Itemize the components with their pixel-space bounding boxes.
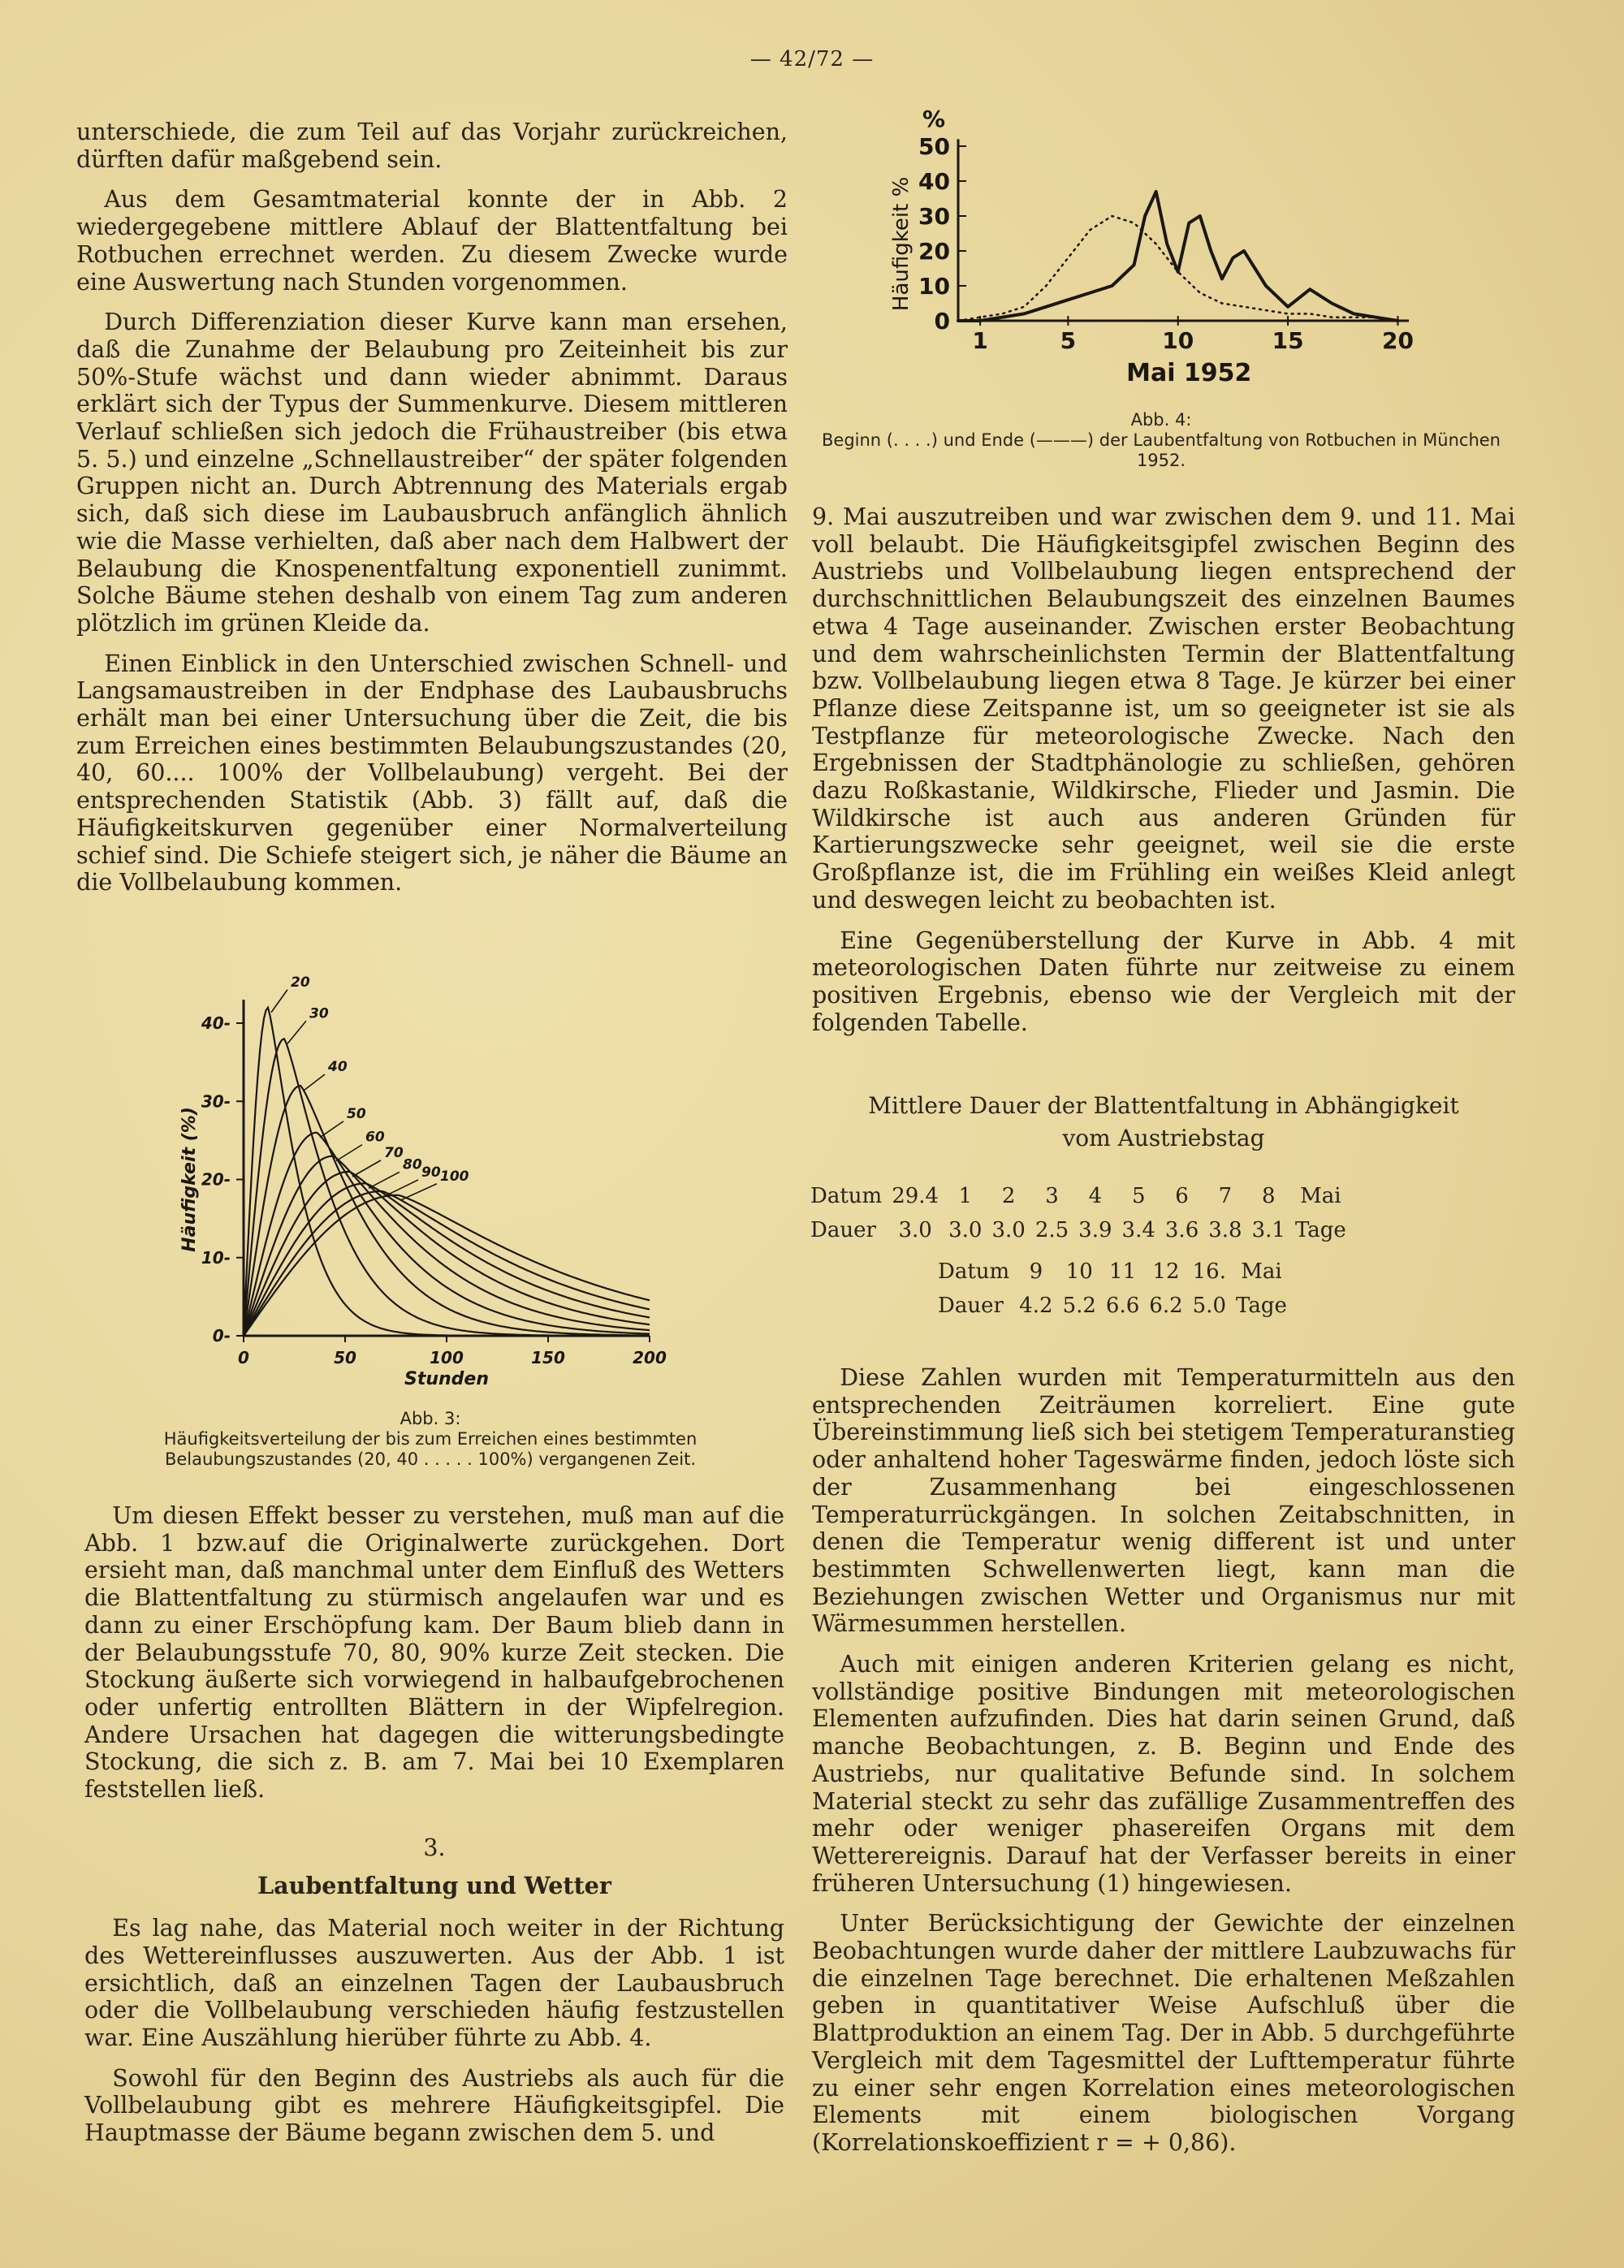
table-cell: 3.1	[1251, 1218, 1285, 1242]
y-tick-label: 10	[918, 273, 950, 300]
caption-title: Abb. 4:	[1130, 410, 1192, 430]
row-label: Datum	[938, 1259, 1010, 1284]
table-cell: 8	[1262, 1184, 1276, 1208]
paragraph: Um diesen Effekt besser zu verstehen, muß man auf die Abb. 1 bzw.auf die Originalwerte zurückgehen. Dort ersieht man, daß manchmal unter dem Einfluß des Wetters die Blattentfaltung zu stürmisch angelaufen war und es dann zu einer Erschöpfung kam. Der Baum blieb dann in der Belaubungsstufe 70, 80, 90% kurze Zeit stecken. Die Stockung äußerte sich vorwiegend in halbaufgebrochenen oder unfertig entrollten Blättern in der Wipfelregion. Andere Ursachen hat dagegen die witterungsbedingte Stockung, die sich z. B. am 7. Mai bei 10 Exemplaren feststellen ließ.	[84, 1502, 784, 1804]
caption-text: Beginn (. . . .) und Ende (———) der Laubentfaltung von Rotbuchen in München 1952.	[822, 430, 1501, 470]
series-label-leader	[352, 1160, 381, 1177]
right-column-text	[812, 503, 1515, 1049]
table-cell: 3	[1045, 1184, 1059, 1208]
y-tick-label: 40	[918, 168, 950, 195]
right-column-lower-text	[812, 1364, 1515, 2170]
table-cell: 4	[1088, 1184, 1103, 1208]
table-row	[810, 1213, 1351, 1247]
series-line	[244, 1039, 650, 1336]
paragraph: Einen Einblick in den Unterschied zwischen Schnell- und Langsamaustreiben in der Endphase des Laubausbruchs erhält man bei einer Untersuchung über die Zeit, die bis zum Erreichen eines bestimmten Belaubungszustandes (20, 40, 60.... 100% der Vollbelaubung) vergeht. Bei der entsprechenden Statistik (Abb. 3) fällt auf, daß die Häufigkeitskurven gegenüber einer Normalverteilung schief sind. Die Schiefe steigert sich, je näher die Bäume an die Vollbelaubung kommen.	[76, 650, 788, 896]
table-cell: 11	[1109, 1259, 1137, 1284]
series-label-leader	[304, 1074, 325, 1091]
y-axis-label: Häufigkeit %	[889, 176, 914, 312]
x-tick-label: 100	[430, 1348, 464, 1367]
x-tick-label: 50	[334, 1348, 356, 1367]
table-cell: 2	[1001, 1184, 1016, 1208]
series-label: 50	[347, 1105, 366, 1122]
left-column-lower-text	[84, 1502, 784, 2160]
table-row	[938, 1289, 1292, 1323]
table-cell: Mai	[1300, 1184, 1341, 1208]
table-title-line: vom Austriebstag	[1062, 1125, 1265, 1151]
x-tick-label: 15	[1272, 327, 1304, 354]
y-tick-label: 20-	[201, 1169, 231, 1190]
series-label: 70	[384, 1144, 404, 1161]
row-label: Dauer	[810, 1218, 876, 1242]
series-label: 30	[309, 1005, 329, 1022]
table-cell: 3.8	[1208, 1218, 1242, 1242]
figure-abb4	[881, 106, 1449, 387]
table-cell: 5	[1131, 1184, 1146, 1208]
paragraph: Unter Berücksichtigung der Gewichte der einzelnen Beobachtungen wurde daher der mittlere Laubzuwachs für die einzelnen Tage berechnet. Die erhaltenen Meßzahlen geben in quantitativer Weise Aufschluß über die Blattproduktion an einem Tag. Der in Abb. 5 durchgeführte Vergleich mit dem Tagesmittel der Lufttemperatur führte zu einer sehr engen Korrelation eines meteorologischen Elements mit einem biologischen Vorgang (Korrelationskoeffizient r = + 0,86).	[812, 1910, 1515, 2156]
table-cell: 2.5	[1034, 1218, 1069, 1242]
table-cell: 6	[1175, 1184, 1189, 1208]
paragraph: Sowohl für den Beginn des Austriebs als auch für die Vollbelaubung gibt es mehrere Häufigkeitsgipfel. Die Hauptmasse der Bäume begann zwischen dem 5. und	[84, 2064, 784, 2147]
series-label-leader	[287, 1021, 306, 1043]
figure-abb3	[154, 970, 690, 1389]
series-line	[958, 192, 1398, 321]
chart-abb4	[881, 106, 1449, 387]
y-tick-label: 0	[934, 308, 950, 335]
paragraph: Auch mit einigen anderen Kriterien gelang es nicht, vollständige positive Bindungen mit meteorologischen Elementen aufzufinden. Dies hat darin seinen Grund, daß manche Beobachtungen, z. B. Beginn und Ende des Austriebs, nur qualitative Befunde sind. In solchem Material steckt zu sehr das zufällige Zusammentreffen des mehr oder weniger phasereifen Organs mit dem Wetterereignis. Darauf hat der Verfasser bereits in einer früheren Untersuchung (1) hingewiesen.	[812, 1651, 1515, 1897]
table-cell: 5.2	[1062, 1294, 1096, 1318]
series-label-leader	[320, 1121, 343, 1138]
x-axis-label: Mai 1952	[1126, 359, 1252, 387]
row-label: Datum	[810, 1184, 883, 1208]
x-tick-label: 0	[238, 1348, 249, 1367]
paragraph: 9. Mai auszutreiben und war zwischen dem 9. und 11. Mai voll belaubt. Die Häufigkeitsgipfel zwischen Beginn des Austriebs und Vollbelaubung liegen entsprechend der durchschnittlichen Belaubungszeit des einzelnen Baumes etwa 4 Tage auseinander. Zwischen erster Beobachtung und dem wahrscheinlichsten Termin der Blattentfaltung bzw. Vollbelaubung liegen etwa 8 Tage. Je kürzer bei einer Pflanze diese Zeitspanne ist, um so geeigneter ist sie als Testpflanze für meteorologische Zwecke. Nach den Ergebnissen der Stadtphänologie zu schließen, gehören dazu Roßkastanie, Wildkirsche, Flieder und Jasmin. Die Wildkirsche ist auch aus anderen Gründen für Kartierungszwecke sehr geeignet, weil sie die erste Großpflanze ist, die im Frühling ein weißes Kleid anlegt und deswegen leicht zu beobachten ist.	[812, 503, 1515, 914]
page-number: — 42/72 —	[749, 47, 875, 71]
x-tick-label: 200	[633, 1348, 667, 1367]
y-tick-label: 20	[918, 238, 950, 265]
series-line	[244, 1133, 650, 1336]
y-tick-label: 0-	[212, 1326, 231, 1346]
y-tick-label: 40-	[201, 1013, 231, 1033]
y-tick-label: 50	[918, 133, 950, 160]
row-label: Dauer	[938, 1294, 1004, 1318]
caption-title: Abb. 3:	[400, 1409, 461, 1428]
left-column-text	[76, 119, 788, 909]
table-cell: 3.6	[1164, 1218, 1199, 1242]
table-cell: 9	[1029, 1259, 1043, 1284]
table-cell: 12	[1152, 1259, 1180, 1284]
table-cell: 16.	[1192, 1259, 1226, 1284]
table-cell: 3.4	[1121, 1218, 1155, 1242]
paragraph: Eine Gegenüberstellung der Kurve in Abb. 4 mit meteorologischen Daten führte nur zeitweise zu einem positiven Ergebnis, ebenso wie der Vergleich mit der folgenden Tabelle.	[812, 927, 1515, 1036]
duration-table-part2	[938, 1255, 1292, 1323]
section-title: Laubentfaltung und Wetter	[257, 1872, 611, 1900]
series-label-leader	[336, 1145, 362, 1161]
table-cell: 6.6	[1105, 1294, 1140, 1318]
table-cell: Tage	[1294, 1218, 1346, 1242]
series-label: 100	[440, 1168, 469, 1185]
table-cell: 5.0	[1192, 1294, 1226, 1318]
duration-table-part1	[810, 1179, 1351, 1247]
paragraph: unterschiede, die zum Teil auf das Vorjahr zurückreichen, dürften dafür maßgebend sein.	[76, 119, 788, 173]
table-title-line: Mittlere Dauer der Blattentfaltung in Abhängigkeit	[868, 1092, 1459, 1119]
series-label: 20	[291, 974, 310, 991]
x-tick-label: 1	[972, 327, 988, 354]
series-label-leader	[271, 990, 287, 1013]
table-cell: 7	[1218, 1184, 1233, 1208]
table-cell: 3.0	[991, 1218, 1026, 1242]
table-cell: Tage	[1236, 1294, 1287, 1318]
y-unit-label: %	[922, 106, 946, 132]
x-tick-label: 5	[1060, 327, 1077, 354]
table-cell: 10	[1065, 1259, 1093, 1284]
y-tick-label: 30	[918, 203, 950, 230]
table-cell: 4.2	[1019, 1294, 1053, 1318]
table-row	[810, 1179, 1351, 1213]
chart-abb3	[154, 970, 690, 1389]
table-cell: 3.0	[898, 1218, 932, 1242]
table-cell: 6.2	[1149, 1294, 1183, 1318]
series-label: 80	[403, 1156, 422, 1173]
table-cell: Mai	[1241, 1259, 1282, 1284]
figure-abb4-caption	[812, 410, 1510, 471]
x-axis-label: Stunden	[404, 1369, 490, 1389]
caption-text: Häufigkeitsverteilung der bis zum Erreichen eines bestimmten Belaubungszustandes (20, 40 . . . . . 100%) vergangenen Zeit.	[163, 1429, 698, 1469]
figure-abb3-caption	[81, 1409, 780, 1470]
y-tick-label: 30-	[201, 1091, 231, 1112]
x-tick-label: 150	[531, 1348, 565, 1367]
series-line	[244, 1086, 650, 1336]
table-cell: 1	[958, 1184, 973, 1208]
paragraph: Diese Zahlen wurden mit Temperaturmitteln aus den entsprechenden Zeiträumen korreliert. Eine gute Übereinstimmung ließ sich bei stetigem Temperaturanstieg oder anhaltend hoher Tageswärme finden, jedoch löste sich der Zusammenhang bei eingeschlossenen Temperaturrückgängen. In solchen Zeitabschnitten, in denen die Temperatur wenig different ist und unter bestimmten Schwellenwerten liegt, kann man die Beziehungen zwischen Wetter und Organismus nur mit Wärmesummen herstellen.	[812, 1364, 1515, 1638]
paragraph: Es lag nahe, das Material noch weiter in der Richtung des Wettereinflusses auszuwerten. Aus der Abb. 1 ist ersichtlich, daß an einzelnen Tagen der Laubausbruch oder die Vollbelaubung verschieden häufig festzustellen war. Eine Auszählung hierüber führte zu Abb. 4.	[84, 1915, 784, 2051]
section-number: 3.	[423, 1834, 446, 1861]
table-title	[812, 1090, 1515, 1155]
paragraph: Durch Differenziation dieser Kurve kann man ersehen, daß die Zunahme der Belaubung pro Zeiteinheit bis zur 50%-Stufe wächst und dann wieder abnimmt. Daraus erklärt sich der Typus der Summenkurve. Diesem mittleren Verlauf schließen sich jedoch die Frühaustreiber (bis etwa 5. 5.) und einzelne „Schnellaustreiber“ der später folgenden Gruppen nicht an. Durch Abtrennung des Materials ergab sich, daß sich diese im Laubausbruch anfänglich ähnlich wie die Masse verhielten, daß aber nach dem Halbwert der Belaubung die Knospenentfaltung exponentiell zunimmt. Solche Bäume stehen deshalb von einem Tag zum anderen plötzlich im grünen Kleide da.	[76, 309, 788, 637]
table-cell: 3.0	[948, 1218, 983, 1242]
x-tick-label: 20	[1381, 327, 1414, 354]
table-cell: 29.4	[892, 1184, 939, 1208]
x-tick-label: 10	[1162, 327, 1194, 354]
series-label-leader	[385, 1180, 418, 1196]
series-label-leader	[369, 1172, 400, 1188]
paragraph: Aus dem Gesamtmaterial konnte der in Abb. 2 wiedergegebene mittlere Ablauf der Blattentfaltung bei Rotbuchen errechnet werden. Zu diesem Zwecke wurde eine Auswertung nach Stunden vorgenommen.	[76, 186, 788, 296]
table-cell: 3.9	[1078, 1218, 1112, 1242]
y-axis-label: Häufigkeit (%)	[179, 1107, 200, 1252]
series-label: 40	[328, 1059, 348, 1075]
series-label: 90	[421, 1164, 441, 1181]
y-tick-label: 10-	[201, 1247, 231, 1268]
series-label: 60	[365, 1129, 385, 1146]
table-row	[938, 1255, 1292, 1289]
